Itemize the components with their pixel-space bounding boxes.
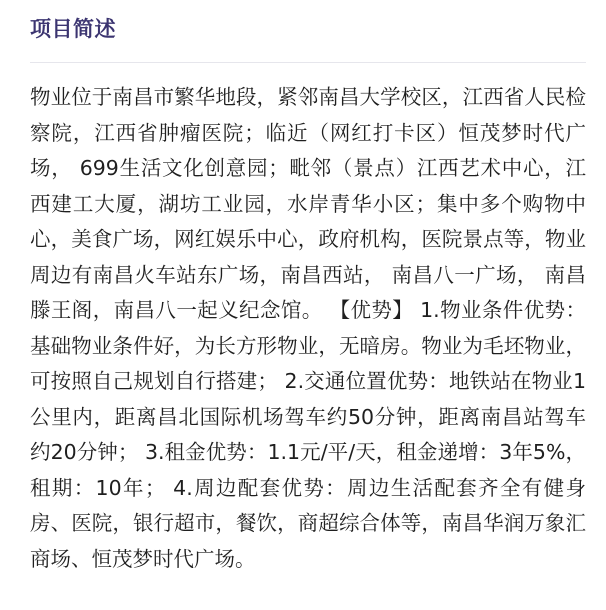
project-description: 物业位于南昌市繁华地段，紧邻南昌大学校区，江西省人民检察院，江西省肿瘤医院；临近（网红打卡区）恒茂梦时代广场， 699生活文化创意园；毗邻（景点）江西艺术中心，江西建工大厦，湖坊工业园，水岸青华小区；集中多个购物中心，美食广场，网红娱乐中心，政府机构，医院景点等，物业周边有南昌火车站东广场，南昌西站， 南昌八一广场， 南昌滕王阁，南昌八一起义纪念馆。 【优势】 1.物业条件优势：基础物业条件好，为长方形物业，无暗房。物业为毛坯物业，可按照自己规划自行搭建； 2.交通位置优势：地铁站在物业1公里内，距离昌北国际机场驾车约50分钟，距离南昌站驾车约20分钟； 3.租金优势：1.1元/平/天，租金递增：3年5%，租期：10年； 4.周边配套优势：周边生活配套齐全有健身房、医院，银行超市，餐饮，商超综合体等，南昌华润万象汇商场、恒茂梦时代广场。 xyxy=(30,85,586,571)
title-divider xyxy=(30,62,586,63)
section-title: 项目简述 xyxy=(30,17,116,41)
project-summary-section xyxy=(30,0,586,571)
